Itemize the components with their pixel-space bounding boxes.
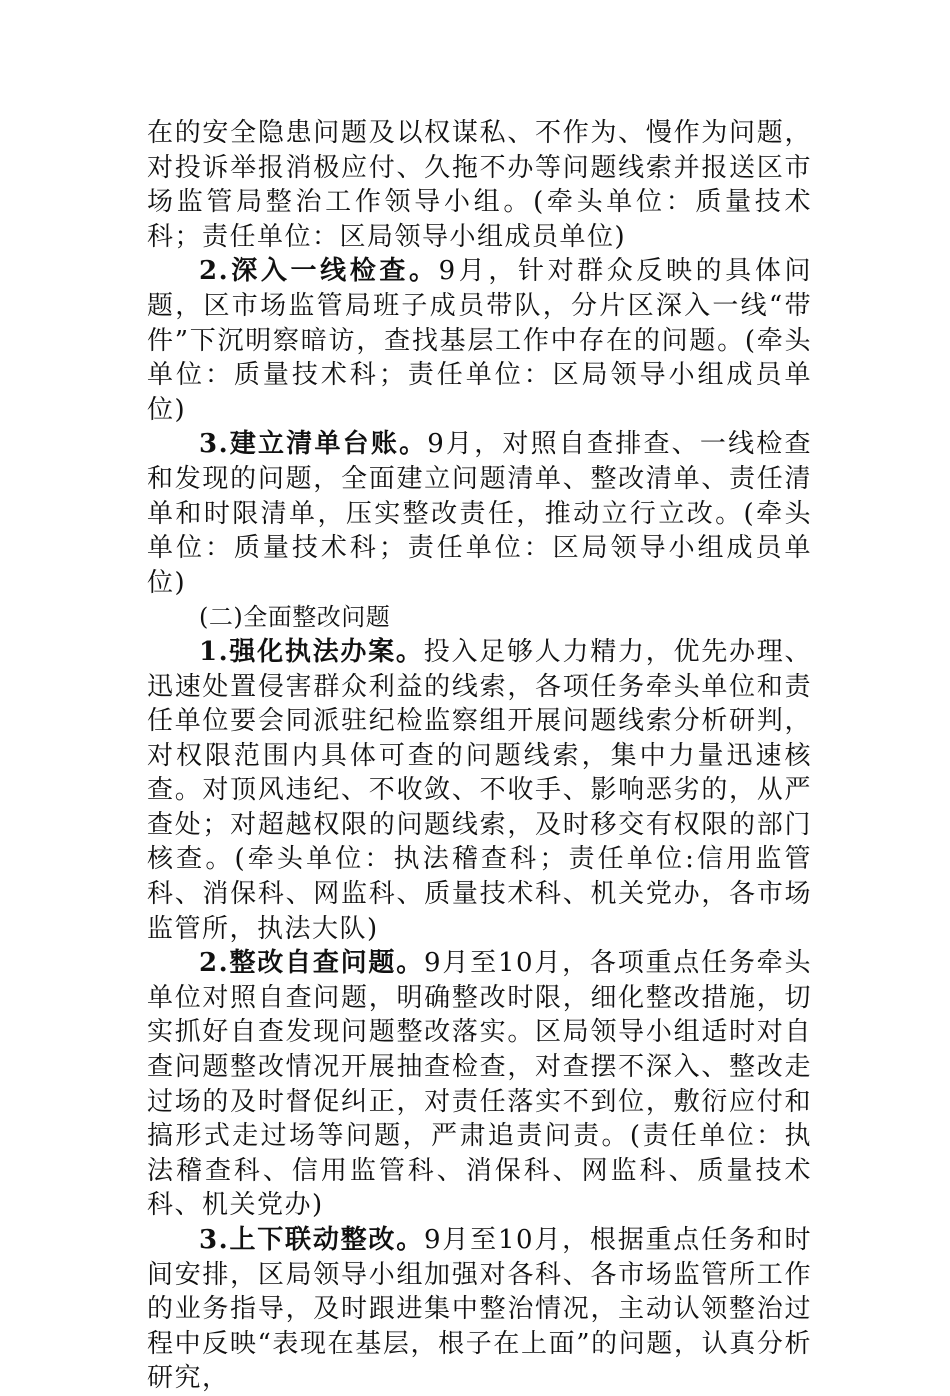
paragraph-text: 在的安全隐患问题及以权谋私、不作为、慢作为问题，对投诉举报消极应付、久拖不办等问题线索并报送区市场监管局整治工作领导小组。(牵头单位：质量技术科；责任单位：区局领导小组成员单位): [147, 118, 812, 252]
document-body: [147, 116, 812, 1396]
paragraph-text: 9月，对照自查排查、一线检查和发现的问题，全面建立问题清单、整改清单、责任清单和时限清单，压实整改责任，推动立行立改。(牵头单位：质量技术科；责任单位：区局领导小组成员单位): [147, 429, 812, 598]
paragraph-heading: 2.深入一线检查。: [199, 256, 439, 287]
paragraph-enforcement: [147, 635, 812, 946]
section-heading: (二)全面整改问题: [199, 603, 391, 632]
paragraph-text: 投入足够人力精力，优先办理、迅速处置侵害群众利益的线索，各项任务牵头单位和责任单位要会同派驻纪检监察组开展问题线索分析研判，对权限范围内具体可查的问题线索，集中力量迅速核查。对顶风违纪、不收敛、不收手、影响恶劣的，从严查处；对超越权限的问题线索，及时移交有权限的部门核查。(牵头单位：执法稽查科；责任单位:信用监管科、消保科、网监科、质量技术科、机关党办，各市场监管所，执法大队): [147, 636, 812, 944]
paragraph-linkage: [147, 1223, 812, 1396]
paragraph-text: 9月，针对群众反映的具体问题，区市场监管局班子成员带队，分片区深入一线“带件”下沉明察暗访，查找基层工作中存在的问题。(牵头单位：质量技术科；责任单位：区局领导小组成员单位): [147, 256, 812, 425]
paragraph-deep-inspection: [147, 254, 812, 427]
paragraph-heading: 1.强化执法办案。: [199, 636, 424, 667]
paragraph-text: 9月至10月，根据重点任务和时间安排，区局领导小组加强对各科、各市场监管所工作的业务指导，及时跟进集中整治情况，主动认领整治过程中反映“表现在基层，根子在上面”的问题，认真分析研究，: [147, 1225, 812, 1394]
paragraph-continued: [147, 116, 812, 254]
paragraph-heading: 3.上下联动整改。: [199, 1225, 425, 1255]
paragraph-heading: 2.整改自查问题。: [199, 948, 425, 979]
paragraph-ledger: [147, 427, 812, 600]
paragraph-heading: 3.建立清单台账。: [199, 429, 428, 460]
paragraph-text: 9月至10月，各项重点任务牵头单位对照自查问题，明确整改时限，细化整改措施，切实抓好自查发现问题整改落实。区局领导小组适时对自查问题整改情况开展抽查检查，对查摆不深入、整改走过场的及时督促纠正，对责任落实不到位，敷衍应付和搞形式走过场等问题，严肃追责问责。(责任单位：执法稽查科、信用监管科、消保科、网监科、质量技术科、机关党办): [147, 948, 812, 1221]
paragraph-self-check: [147, 946, 812, 1223]
